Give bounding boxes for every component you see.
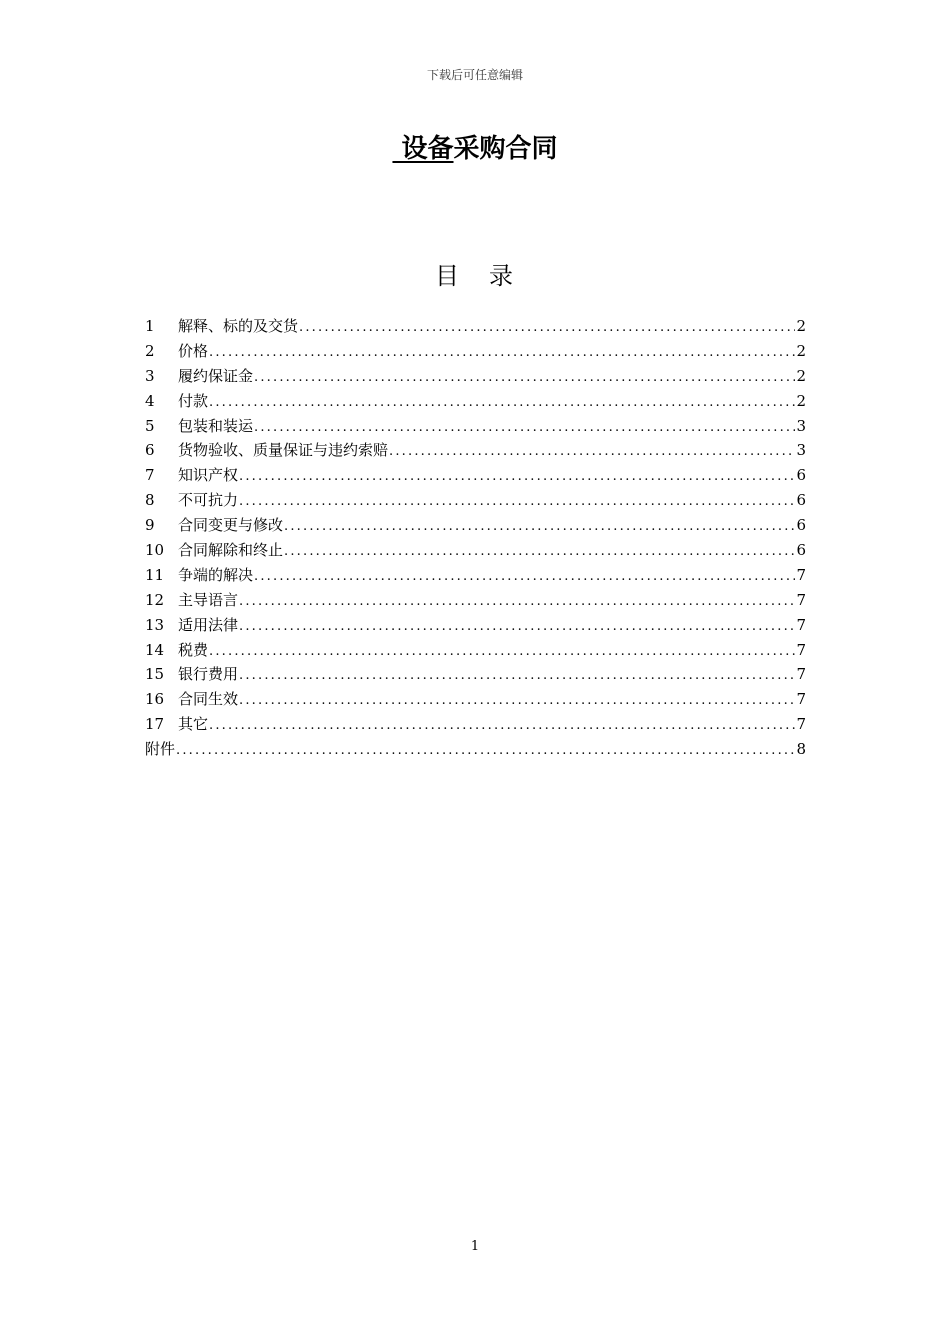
toc-leader-dots <box>209 341 795 366</box>
title-underlined-part: 设备 <box>392 134 454 164</box>
title-rest: 采购合同 <box>453 134 558 164</box>
toc-entry-label: 不可抗力 <box>178 491 239 510</box>
toc-entry-page: 7 <box>796 615 806 634</box>
toc-entry-page: 2 <box>796 391 806 410</box>
toc-entry-label: 解释、标的及交货 <box>178 317 299 335</box>
toc-entry-label: 合同变更与修改 <box>178 516 284 535</box>
toc-entry-label: 银行费用 <box>178 665 239 684</box>
toc-entry-page: 3 <box>796 416 806 435</box>
toc-entry-number: 15 <box>145 665 165 684</box>
toc-leader-dots <box>284 540 795 565</box>
toc-entry-page: 2 <box>796 366 806 385</box>
toc-entry[interactable] <box>145 463 806 488</box>
toc-entry-label: 知识产权 <box>178 466 239 485</box>
toc-entry[interactable] <box>145 339 806 364</box>
toc-heading-char-1: 目 <box>435 262 461 290</box>
toc-entry-label: 合同生效 <box>178 690 239 709</box>
toc-entry-label: 合同解除和终止 <box>178 541 284 560</box>
toc-entry[interactable] <box>145 613 806 638</box>
toc-entry-number: 11 <box>145 565 165 584</box>
toc-entry-page: 7 <box>796 590 806 609</box>
toc-entry-number: 13 <box>145 615 165 634</box>
toc-entry[interactable] <box>145 538 806 563</box>
toc-entry[interactable] <box>145 662 806 687</box>
toc-entry-page: 7 <box>796 565 806 584</box>
toc-entry-label: 付款 <box>178 391 209 410</box>
toc-entry[interactable] <box>145 364 806 389</box>
toc-entry[interactable] <box>145 488 806 513</box>
toc-leader-dots <box>239 689 795 714</box>
toc-entry-number: 5 <box>145 416 155 435</box>
toc-entry-page: 7 <box>796 640 806 659</box>
toc-leader-dots <box>254 366 795 391</box>
toc-leader-dots <box>299 316 795 341</box>
toc-entry-number: 10 <box>145 541 165 560</box>
toc-entry-label: 货物验收、质量保证与违约索赔 <box>178 441 389 460</box>
toc-leader-dots <box>254 416 795 441</box>
toc-heading <box>0 258 950 294</box>
toc-entry-page: 6 <box>796 516 806 535</box>
toc-entry-number: 12 <box>145 590 165 609</box>
toc-heading-char-2: 录 <box>489 262 515 290</box>
toc-entry[interactable] <box>145 389 806 414</box>
table-of-contents <box>145 314 806 762</box>
toc-entry-label: 附件 <box>145 740 176 759</box>
toc-entry-label: 税费 <box>178 640 209 659</box>
toc-entry-appendix[interactable] <box>145 737 806 762</box>
toc-leader-dots <box>209 391 795 416</box>
toc-entry[interactable] <box>145 563 806 588</box>
toc-entry-label: 主导语言 <box>178 590 239 609</box>
page-number: 1 <box>470 1239 480 1254</box>
toc-entry-number: 14 <box>145 640 165 659</box>
toc-entry-number: 2 <box>145 341 155 360</box>
toc-entry[interactable] <box>145 414 806 439</box>
document-title <box>0 131 950 167</box>
toc-leader-dots <box>239 664 795 689</box>
toc-leader-dots <box>239 490 795 515</box>
toc-entry-page: 7 <box>796 715 806 734</box>
toc-entry[interactable] <box>145 638 806 663</box>
toc-entry-page: 6 <box>796 491 806 510</box>
toc-entry-page: 8 <box>796 740 806 759</box>
toc-entry-label: 价格 <box>178 341 209 360</box>
toc-entry-label: 争端的解决 <box>178 565 254 584</box>
toc-leader-dots <box>239 465 795 490</box>
toc-leader-dots <box>209 640 795 665</box>
toc-entry-page: 7 <box>796 690 806 709</box>
toc-leader-dots <box>284 515 795 540</box>
toc-entry-page: 2 <box>796 341 806 360</box>
toc-entry[interactable] <box>145 314 806 339</box>
toc-entry-page: 6 <box>796 541 806 560</box>
toc-leader-dots <box>209 714 795 739</box>
toc-entry-number: 4 <box>145 391 155 410</box>
toc-leader-dots <box>176 739 795 764</box>
header-note: 下载后可任意编辑 <box>426 68 523 82</box>
toc-entry-label: 其它 <box>178 715 209 734</box>
toc-entry-number: 1 <box>145 317 155 335</box>
toc-entry-label: 适用法律 <box>178 615 239 634</box>
toc-entry-number: 8 <box>145 491 155 510</box>
toc-entry[interactable] <box>145 687 806 712</box>
toc-leader-dots <box>254 565 795 590</box>
toc-leader-dots <box>389 440 795 465</box>
toc-entry[interactable] <box>145 513 806 538</box>
toc-entry-number: 7 <box>145 466 155 485</box>
toc-entry-label: 包装和装运 <box>178 416 254 435</box>
toc-entry-number: 16 <box>145 690 165 709</box>
toc-entry-page: 3 <box>796 441 806 460</box>
toc-leader-dots <box>239 615 795 640</box>
toc-entry-page: 2 <box>796 317 806 335</box>
toc-entry-page: 6 <box>796 466 806 485</box>
toc-entry-number: 17 <box>145 715 165 734</box>
toc-entry[interactable] <box>145 438 806 463</box>
toc-entry-number: 3 <box>145 366 155 385</box>
toc-entry-number: 9 <box>145 516 155 535</box>
toc-entry[interactable] <box>145 588 806 613</box>
toc-entry-number: 6 <box>145 441 155 460</box>
toc-entry-page: 7 <box>796 665 806 684</box>
toc-leader-dots <box>239 590 795 615</box>
toc-entry-label: 履约保证金 <box>178 366 254 385</box>
toc-entry[interactable] <box>145 712 806 737</box>
